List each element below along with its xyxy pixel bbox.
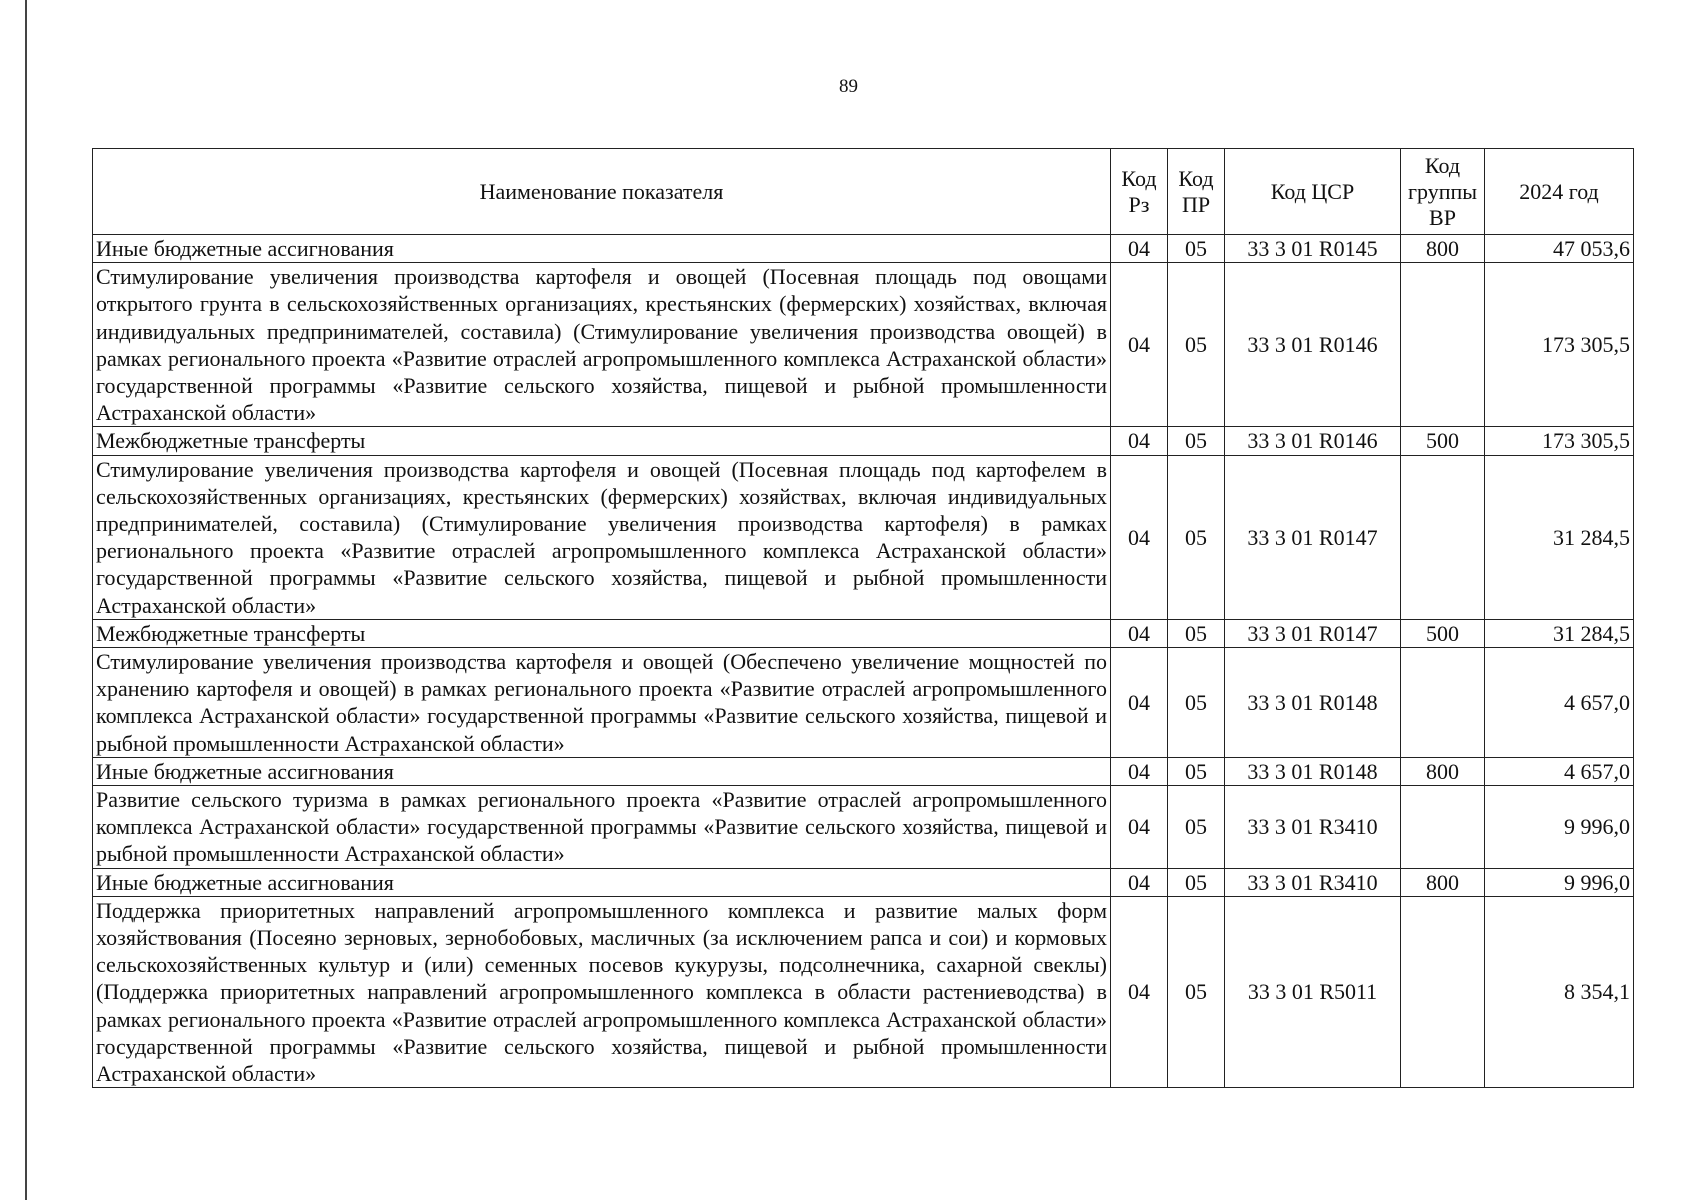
row-pr: 05 bbox=[1168, 896, 1225, 1087]
row-name: Иные бюджетные ассигнования bbox=[93, 235, 1111, 263]
row-vr: 500 bbox=[1401, 619, 1485, 647]
row-name: Межбюджетные трансферты bbox=[93, 619, 1111, 647]
row-name: Межбюджетные трансферты bbox=[93, 427, 1111, 455]
header-name: Наименование показателя bbox=[93, 149, 1111, 235]
row-pr: 05 bbox=[1168, 455, 1225, 619]
page-number: 89 bbox=[839, 76, 858, 97]
row-name: Стимулирование увеличения производства картофеля и овощей (Посевная площадь под овощами открытого грунта в сельскохозяйственных организациях, крестьянских (фермерских) хозяйствах, включая индивидуальных предпринимателей, составила) (Стимулирование увеличения производства овощей) в рамках регионального проекта «Развитие отраслей агропромышленного комплекса Астраханской области» государственной программы «Развитие сельского хозяйства, пищевой и рыбной промышленности Астраханской области» bbox=[93, 263, 1111, 427]
row-rz: 04 bbox=[1111, 455, 1168, 619]
row-pr: 05 bbox=[1168, 648, 1225, 758]
row-vr: 800 bbox=[1401, 235, 1485, 263]
row-amount: 173 305,5 bbox=[1485, 427, 1634, 455]
scan-edge-line bbox=[25, 0, 27, 1200]
row-csr: 33 3 01 R0146 bbox=[1225, 263, 1401, 427]
row-amount: 4 657,0 bbox=[1485, 648, 1634, 758]
row-amount: 9 996,0 bbox=[1485, 868, 1634, 896]
row-name: Иные бюджетные ассигнования bbox=[93, 868, 1111, 896]
row-csr: 33 3 01 R0147 bbox=[1225, 455, 1401, 619]
row-vr: 800 bbox=[1401, 757, 1485, 785]
row-rz: 04 bbox=[1111, 648, 1168, 758]
row-vr bbox=[1401, 648, 1485, 758]
row-pr: 05 bbox=[1168, 427, 1225, 455]
row-amount: 9 996,0 bbox=[1485, 786, 1634, 869]
row-csr: 33 3 01 R0148 bbox=[1225, 648, 1401, 758]
table-header bbox=[93, 149, 1634, 235]
row-pr: 05 bbox=[1168, 868, 1225, 896]
row-rz: 04 bbox=[1111, 263, 1168, 427]
row-vr bbox=[1401, 896, 1485, 1087]
row-vr: 800 bbox=[1401, 868, 1485, 896]
row-pr: 05 bbox=[1168, 786, 1225, 869]
row-csr: 33 3 01 R0145 bbox=[1225, 235, 1401, 263]
header-year: 2024 год bbox=[1485, 149, 1634, 235]
table-row bbox=[93, 896, 1634, 1087]
header-row bbox=[93, 149, 1634, 235]
table-row bbox=[93, 757, 1634, 785]
row-rz: 04 bbox=[1111, 868, 1168, 896]
row-vr bbox=[1401, 455, 1485, 619]
row-rz: 04 bbox=[1111, 619, 1168, 647]
row-pr: 05 bbox=[1168, 235, 1225, 263]
table-body bbox=[93, 235, 1634, 1088]
row-rz: 04 bbox=[1111, 757, 1168, 785]
row-rz: 04 bbox=[1111, 786, 1168, 869]
row-pr: 05 bbox=[1168, 263, 1225, 427]
row-amount: 4 657,0 bbox=[1485, 757, 1634, 785]
header-csr: Код ЦСР bbox=[1225, 149, 1401, 235]
header-rz: Код Рз bbox=[1111, 149, 1168, 235]
row-csr: 33 3 01 R5011 bbox=[1225, 896, 1401, 1087]
header-pr: Код ПР bbox=[1168, 149, 1225, 235]
row-amount: 8 354,1 bbox=[1485, 896, 1634, 1087]
table-row bbox=[93, 263, 1634, 427]
table-row bbox=[93, 868, 1634, 896]
row-amount: 31 284,5 bbox=[1485, 619, 1634, 647]
row-name: Поддержка приоритетных направлений агропромышленного комплекса и развитие малых форм хозяйствования (Посеяно зерновых, зернобобовых, масличных (за исключением рапса и сои) и кормовых сельскохозяйственных культур и (или) семенных посевов кукурузы, подсолнечника, сахарной свеклы) (Поддержка приоритетных направлений агропромышленного комплекса в области растениеводства) в рамках регионального проекта «Развитие отраслей агропромышленного комплекса Астраханской области» государственной программы «Развитие сельского хозяйства, пищевой и рыбной промышленности Астраханской области» bbox=[93, 896, 1111, 1087]
table-row bbox=[93, 619, 1634, 647]
row-amount: 173 305,5 bbox=[1485, 263, 1634, 427]
row-csr: 33 3 01 R0147 bbox=[1225, 619, 1401, 647]
header-vr: Код группы ВР bbox=[1401, 149, 1485, 235]
row-pr: 05 bbox=[1168, 619, 1225, 647]
row-amount: 47 053,6 bbox=[1485, 235, 1634, 263]
row-rz: 04 bbox=[1111, 235, 1168, 263]
budget-table bbox=[92, 148, 1634, 1088]
row-vr bbox=[1401, 786, 1485, 869]
row-vr bbox=[1401, 263, 1485, 427]
table-row bbox=[93, 427, 1634, 455]
row-rz: 04 bbox=[1111, 896, 1168, 1087]
table-row bbox=[93, 455, 1634, 619]
row-rz: 04 bbox=[1111, 427, 1168, 455]
table-row bbox=[93, 786, 1634, 869]
row-csr: 33 3 01 R0148 bbox=[1225, 757, 1401, 785]
row-pr: 05 bbox=[1168, 757, 1225, 785]
table-row bbox=[93, 648, 1634, 758]
row-csr: 33 3 01 R0146 bbox=[1225, 427, 1401, 455]
row-name: Развитие сельского туризма в рамках регионального проекта «Развитие отраслей агропромышленного комплекса Астраханской области» государственной программы «Развитие сельского хозяйства, пищевой и рыбной промышленности Астраханской области» bbox=[93, 786, 1111, 869]
row-name: Стимулирование увеличения производства картофеля и овощей (Посевная площадь под картофелем в сельскохозяйственных организациях, крестьянских (фермерских) хозяйствах, включая индивидуальных предпринимателей, составила) (Стимулирование увеличения производства картофеля) в рамках регионального проекта «Развитие отраслей агропромышленного комплекса Астраханской области» государственной программы «Развитие сельского хозяйства, пищевой и рыбной промышленности Астраханской области» bbox=[93, 455, 1111, 619]
row-name: Стимулирование увеличения производства картофеля и овощей (Обеспечено увеличение мощностей по хранению картофеля и овощей) в рамках регионального проекта «Развитие отраслей агропромышленного комплекса Астраханской области» государственной программы «Развитие сельского хозяйства, пищевой и рыбной промышленности Астраханской области» bbox=[93, 648, 1111, 758]
row-name: Иные бюджетные ассигнования bbox=[93, 757, 1111, 785]
row-csr: 33 3 01 R3410 bbox=[1225, 786, 1401, 869]
row-vr: 500 bbox=[1401, 427, 1485, 455]
row-csr: 33 3 01 R3410 bbox=[1225, 868, 1401, 896]
table-row bbox=[93, 235, 1634, 263]
row-amount: 31 284,5 bbox=[1485, 455, 1634, 619]
